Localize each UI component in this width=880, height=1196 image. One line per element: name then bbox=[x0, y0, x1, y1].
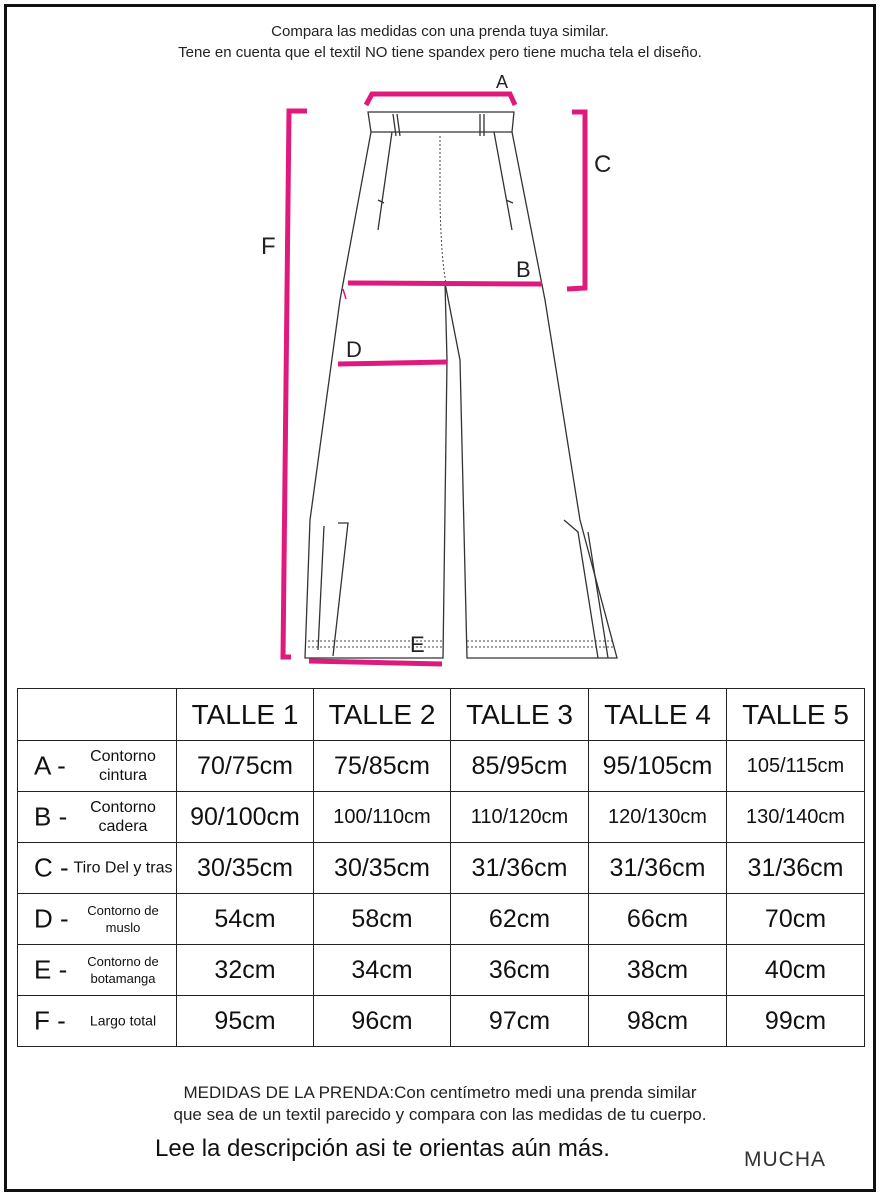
waistband bbox=[368, 112, 514, 132]
header-talle-5: TALLE 5 bbox=[727, 689, 865, 741]
value-cell: 95cm bbox=[177, 996, 314, 1047]
row-letter: B - bbox=[34, 801, 68, 832]
header-talle-2: TALLE 2 bbox=[314, 689, 451, 741]
header-talle-1: TALLE 1 bbox=[177, 689, 314, 741]
left-leg-outline bbox=[305, 132, 447, 658]
value-cell: 66cm bbox=[589, 894, 727, 945]
table-row bbox=[18, 741, 865, 792]
value-cell: 40cm bbox=[727, 945, 865, 996]
value-cell: 96cm bbox=[314, 996, 451, 1047]
measure-a bbox=[366, 94, 515, 105]
label-c: C bbox=[594, 151, 612, 178]
brand-name: MUCHA bbox=[744, 1148, 826, 1171]
footer-note bbox=[0, 1082, 880, 1126]
row-name: Largo total bbox=[89, 1012, 157, 1029]
pants-drawing bbox=[305, 112, 617, 658]
value-cell: 36cm bbox=[451, 945, 589, 996]
size-table bbox=[17, 688, 865, 1047]
row-name: Contorno de botamanga bbox=[87, 954, 159, 986]
measure-e bbox=[309, 661, 442, 664]
value-cell: 70/75cm bbox=[177, 741, 314, 792]
label-d: D bbox=[346, 337, 362, 362]
row-name: Tiro Del y tras bbox=[73, 859, 173, 877]
slit-left bbox=[333, 523, 348, 656]
header-talle-4: TALLE 4 bbox=[589, 689, 727, 741]
row-label-d bbox=[18, 894, 177, 945]
value-cell: 31/36cm bbox=[727, 843, 865, 894]
intro-line-2: Tene en cuenta que el textil NO tiene spandex pero tiene mucha tela el diseño. bbox=[178, 44, 702, 61]
measure-b bbox=[348, 283, 542, 284]
measure-marks bbox=[283, 94, 585, 664]
label-b: B bbox=[516, 257, 531, 282]
footer-line-2: que sea de un textil parecido y compara con las medidas de tu cuerpo. bbox=[173, 1105, 707, 1124]
slit-right bbox=[564, 520, 598, 658]
row-label-e bbox=[18, 945, 177, 996]
value-cell: 34cm bbox=[314, 945, 451, 996]
value-cell: 31/36cm bbox=[451, 843, 589, 894]
value-cell: 120/130cm bbox=[589, 792, 727, 843]
value-cell: 90/100cm bbox=[177, 792, 314, 843]
label-a: A bbox=[496, 72, 509, 92]
table-row bbox=[18, 945, 865, 996]
value-cell: 30/35cm bbox=[177, 843, 314, 894]
value-cell: 98cm bbox=[589, 996, 727, 1047]
row-name: Contorno cintura bbox=[90, 748, 156, 784]
table-row bbox=[18, 894, 865, 945]
value-cell: 105/115cm bbox=[727, 741, 865, 792]
value-cell: 54cm bbox=[177, 894, 314, 945]
row-label-f bbox=[18, 996, 177, 1047]
pocket-right bbox=[494, 132, 512, 230]
header-empty-cell bbox=[18, 689, 177, 741]
header-talle-3: TALLE 3 bbox=[451, 689, 589, 741]
row-name: Contorno de muslo bbox=[87, 903, 159, 935]
value-cell: 75/85cm bbox=[314, 741, 451, 792]
value-cell: 58cm bbox=[314, 894, 451, 945]
measure-b-tick bbox=[343, 289, 346, 299]
value-cell: 99cm bbox=[727, 996, 865, 1047]
row-letter: F - bbox=[34, 1005, 66, 1036]
value-cell: 30/35cm bbox=[314, 843, 451, 894]
footer-line-3: Lee la descripción asi te orientas aún más. bbox=[155, 1135, 610, 1162]
row-letter: E - bbox=[34, 954, 68, 985]
pocket-left bbox=[378, 132, 392, 230]
side-seam-left bbox=[318, 526, 324, 650]
value-cell: 85/95cm bbox=[451, 741, 589, 792]
table-row bbox=[18, 843, 865, 894]
row-name: Contorno cadera bbox=[90, 799, 156, 835]
table-row bbox=[18, 792, 865, 843]
side-seam-right bbox=[588, 532, 608, 658]
value-cell: 70cm bbox=[727, 894, 865, 945]
belt-loop-left bbox=[393, 114, 400, 136]
row-letter: C - bbox=[34, 852, 69, 883]
label-e: E bbox=[410, 632, 425, 657]
value-cell: 31/36cm bbox=[589, 843, 727, 894]
fly-stitch bbox=[440, 136, 446, 283]
pocket-tick-left bbox=[378, 200, 384, 203]
label-f: F bbox=[261, 233, 276, 260]
table-row bbox=[18, 996, 865, 1047]
measure-d bbox=[338, 362, 447, 364]
belt-loop-right bbox=[480, 114, 484, 136]
value-cell: 97cm bbox=[451, 996, 589, 1047]
row-label-a bbox=[18, 741, 177, 792]
value-cell: 130/140cm bbox=[727, 792, 865, 843]
value-cell: 110/120cm bbox=[451, 792, 589, 843]
row-label-b bbox=[18, 792, 177, 843]
value-cell: 38cm bbox=[589, 945, 727, 996]
value-cell: 100/110cm bbox=[314, 792, 451, 843]
row-label-c bbox=[18, 843, 177, 894]
row-letter: A - bbox=[34, 750, 66, 781]
right-leg-outline bbox=[445, 132, 617, 658]
table-header-row bbox=[18, 689, 865, 741]
measure-f bbox=[283, 111, 307, 657]
intro-line-1: Compara las medidas con una prenda tuya similar. bbox=[271, 23, 609, 40]
measure-c bbox=[567, 112, 585, 289]
value-cell: 95/105cm bbox=[589, 741, 727, 792]
value-cell: 62cm bbox=[451, 894, 589, 945]
footer-line-1: MEDIDAS DE LA PRENDA:Con centímetro medi una prenda similar bbox=[183, 1083, 697, 1102]
row-letter: D - bbox=[34, 903, 69, 934]
value-cell: 32cm bbox=[177, 945, 314, 996]
